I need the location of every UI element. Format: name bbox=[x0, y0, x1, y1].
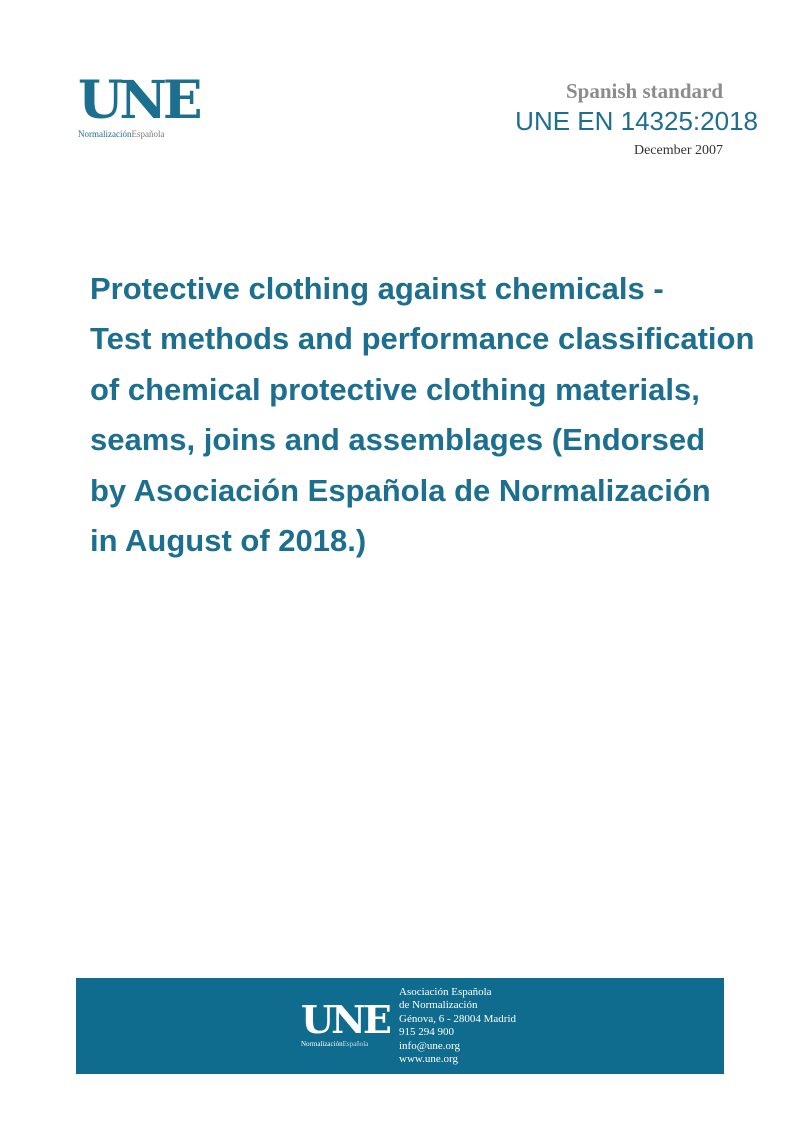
footer-website: www.une.org bbox=[399, 1053, 458, 1066]
title-line: Test methods and performance classification bbox=[90, 321, 755, 357]
standard-date: December 2007 bbox=[633, 143, 723, 158]
footer-logo-wordmark: UNE bbox=[301, 997, 389, 1042]
title-line: by Asociación Española de Normalización bbox=[90, 472, 711, 508]
footer-street: Génova, 6 - 28004 Madrid bbox=[399, 1012, 517, 1025]
footer-logo-tagline-part1: Normalización bbox=[301, 1040, 343, 1048]
footer-logo-tagline-part2: Española bbox=[342, 1040, 369, 1048]
title-line: of chemical protective clothing materials, bbox=[90, 371, 700, 407]
footer-logo bbox=[301, 997, 391, 1048]
footer-org-name: Asociación Española bbox=[399, 986, 492, 998]
title-line: Protective clothing against chemicals - bbox=[90, 271, 664, 306]
footer-org-name-cont: de Normalización bbox=[399, 999, 478, 1012]
logo-tagline-part1: Normalización bbox=[78, 129, 132, 139]
footer-banner bbox=[76, 978, 724, 1074]
title-line: in August of 2018.) bbox=[90, 523, 367, 559]
footer-address bbox=[399, 986, 516, 1066]
logo-tagline-part2: Española bbox=[131, 129, 165, 139]
standard-code: UNE EN 14325:2018 bbox=[515, 106, 758, 136]
footer-email: info@une.org bbox=[399, 1039, 460, 1052]
title-line: seams, joins and assemblages (Endorsed bbox=[90, 422, 706, 458]
footer-phone: 915 294 900 bbox=[399, 1026, 454, 1039]
logo-wordmark: UNE bbox=[78, 70, 199, 131]
une-logo bbox=[78, 70, 199, 139]
standard-header bbox=[515, 78, 758, 162]
standard-kind: Spanish standard bbox=[566, 79, 723, 103]
document-title bbox=[90, 264, 755, 566]
